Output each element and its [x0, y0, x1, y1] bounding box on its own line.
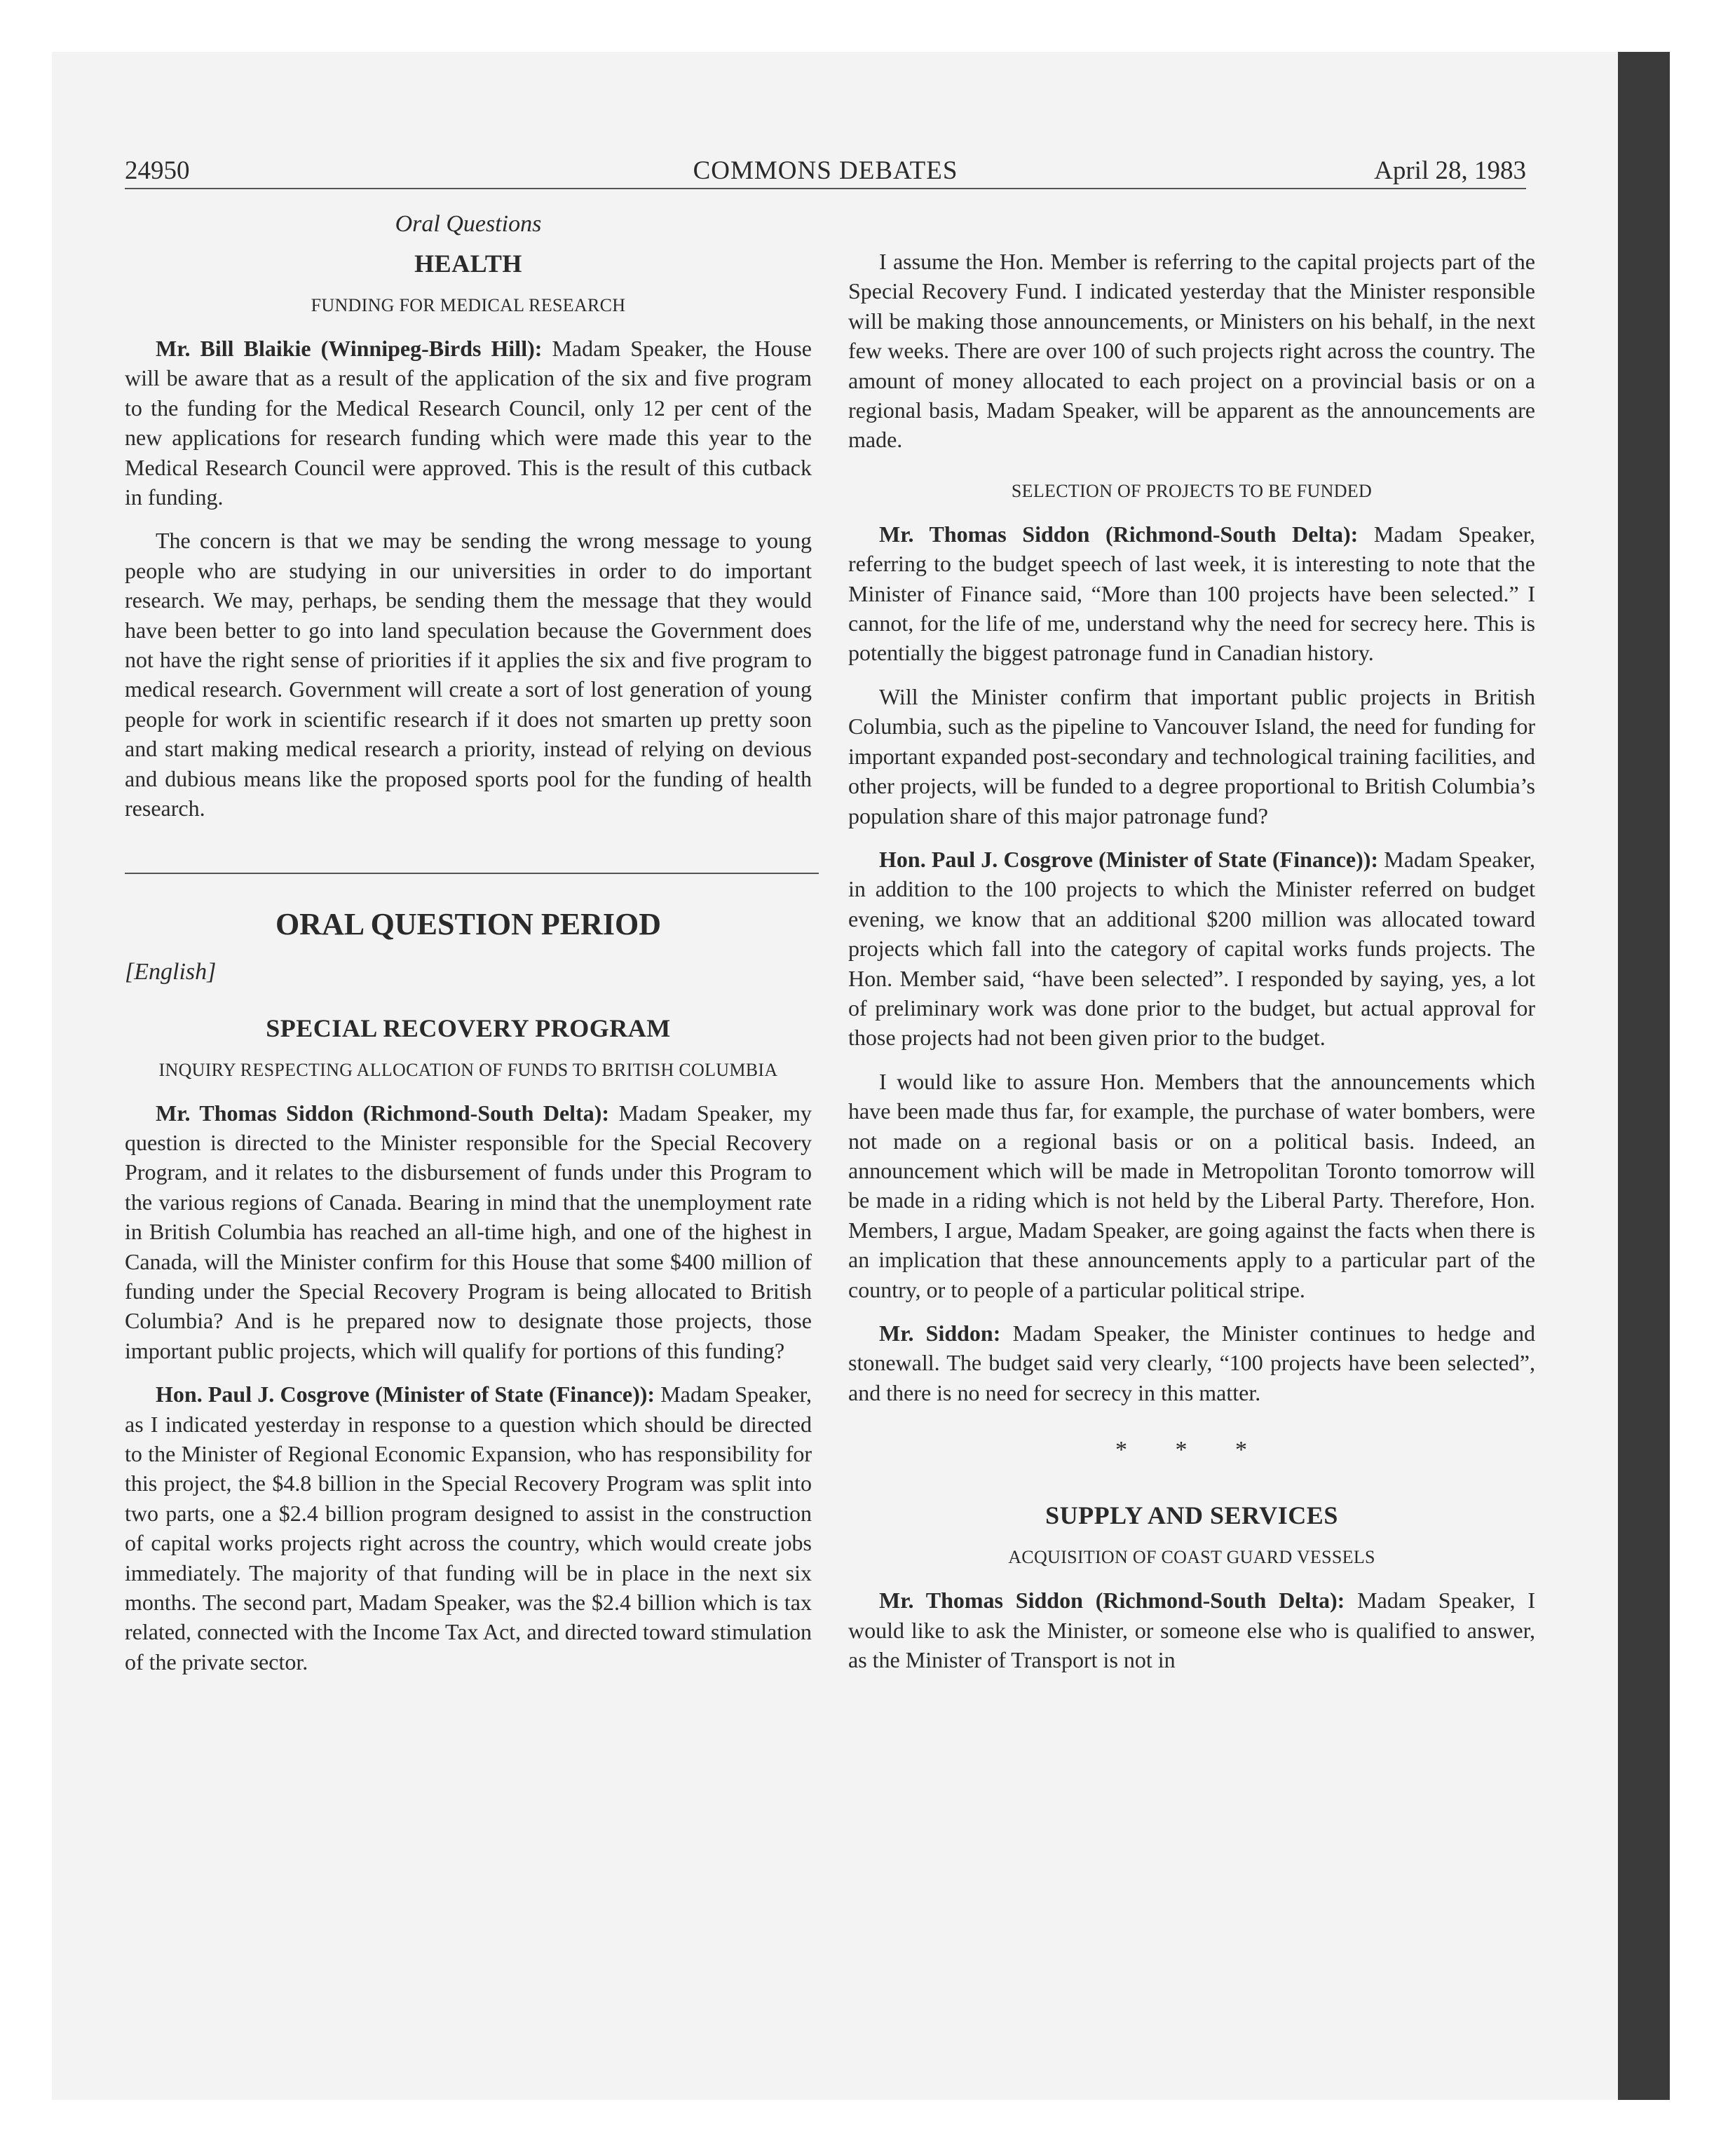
scan-edge-shadow	[1618, 52, 1670, 2100]
health-subheading: FUNDING FOR MEDICAL RESEARCH	[311, 295, 626, 315]
speaker-siddon: Mr. Thomas Siddon (Richmond-South Delta):	[879, 1588, 1345, 1613]
siddon-paragraph-1	[125, 1098, 812, 1366]
speaker-siddon: Mr. Thomas Siddon (Richmond-South Delta):	[156, 1100, 610, 1126]
cosgrove-paragraph-4: I would like to assure Hon. Members that the announcements which have been made thus far, for example, the purchase of water bombers, were not made on a regional basis or on a political basis. Indeed, an announcement which will be made in Metropolitan Toronto tomorrow will be made in a riding which is not held by the Liberal Party. Therefore, Hon. Members, I argue, Madam Speaker, are going against the facts when there is an implication that these announcements apply to a particular part of the country, or to people of a particular political stripe.	[848, 1068, 1535, 1302]
supply-subheading: ACQUISITION OF COAST GUARD VESSELS	[1008, 1547, 1375, 1568]
cosgrove-text-3: Madam Speaker, in addition to the 100 projects to which the Minister referred on budget evening, we know that an additional $200 million was allocated toward projects which fall into the category of capital works funds projects. The Hon. Member said, “have been selected”. I responded by saying, yes, a lot of preliminary work was done prior to the budget, but actual approval for those projects had not been given prior to the budget.	[848, 846, 1536, 1051]
cosgrove-paragraph-3	[848, 845, 1535, 1053]
siddon-text-5: Madam Speaker, I would like to ask the Minister, or someone else who is qualified to answer, as the Minister of Transport is not in	[848, 1588, 1536, 1673]
blaikie-text-1: Madam Speaker, the House will be aware that as a result of the application of the six and five program to the funding for the Medical Research Council, only 12 per cent of the new applications for research funding which were made this year to the Medical Research Council were approved. This is the result of this cutback in funding.	[125, 336, 812, 510]
selection-subheading: SELECTION OF PROJECTS TO BE FUNDED	[1011, 480, 1373, 501]
section-label: Oral Questions	[395, 211, 542, 237]
siddon-paragraph-4	[848, 1318, 1535, 1407]
siddon-paragraph-5	[848, 1585, 1535, 1674]
language-tag: [English]	[125, 958, 217, 985]
special-recovery-heading: SPECIAL RECOVERY PROGRAM	[266, 1014, 671, 1042]
speaker-blaikie: Mr. Bill Blaikie (Winnipeg-Birds Hill):	[156, 336, 543, 361]
section-divider	[125, 873, 819, 874]
speaker-cosgrove: Hon. Paul J. Cosgrove (Minister of State (Finance)):	[879, 846, 1379, 872]
section-separator: * * *	[1115, 1437, 1268, 1464]
oral-question-period-heading: ORAL QUESTION PERIOD	[275, 906, 662, 941]
page-number: 24950	[125, 156, 190, 185]
supply-heading: SUPPLY AND SERVICES	[1045, 1501, 1338, 1530]
running-header	[125, 154, 1526, 189]
cosgrove-paragraph-1	[125, 1379, 812, 1677]
siddon-paragraph-3: Will the Minister confirm that important public projects in British Columbia, such as the pipeline to Vancouver Island, the need for funding for important expanded post-secondary and technological training facilities, and other projects, will be funded to a degree proportional to British Columbia’s population share of this major patronage fund?	[848, 683, 1535, 828]
blaikie-paragraph-2: The concern is that we may be sending the wrong message to young people who are studying in our universities in order to do important research. We may, perhaps, be sending them the message that they would have been better to go into land speculation because the Government does not have the right sense of priorities if it applies the six and five program to medical research. Government will create a sort of lost generation of young people for work in scientific research if it does not smarten up pretty soon and start making medical research a priority, instead of relying on devious and dubious means like the proposed sports pool for the funding of health research.	[125, 528, 812, 821]
special-recovery-subheading: INQUIRY RESPECTING ALLOCATION OF FUNDS TO BRITISH COLUMBIA	[158, 1059, 778, 1080]
publication-title: COMMONS DEBATES	[693, 156, 958, 185]
cosgrove-text-1: Madam Speaker, as I indicated yesterday in response to a question which should be directed to the Minister of Regional Economic Expansion, who has responsibility for this project, the $4.8 billion in the Special Recovery Program was split into two parts, one a $2.4 billion program designed to assist in the construction of capital works projects right across the country, which would create jobs immediately. The majority of that funding will be in place in the next six months. The second part, Madam Speaker, was the $2.4 billion which is tax related, connected with the Income Tax Act, and directed toward stimulation of the private sector.	[125, 1381, 812, 1674]
cosgrove-paragraph-2: I assume the Hon. Member is referring to the capital projects part of the Special Recovery Fund. I indicated yesterday that the Minister responsible will be making those announcements, or Ministers on his behalf, in the next few weeks. There are over 100 of such projects right across the country. The amount of money allocated to each project on a provincial basis or on a regional basis, Madam Speaker, will be apparent as the announcements are made.	[848, 249, 1535, 453]
speaker-siddon-short: Mr. Siddon:	[879, 1321, 1001, 1346]
speaker-cosgrove: Hon. Paul J. Cosgrove (Minister of State (Finance)):	[156, 1381, 655, 1407]
blaikie-paragraph-1	[125, 334, 812, 512]
siddon-text-1: Madam Speaker, my question is directed to the Minister responsible for the Special Recovery Program, and it relates to the disbursement of funds under this Program to the various regions of Canada. Bearing in mind that the unemployment rate in British Columbia has reached an all-time high, and one of the highest in Canada, will the Minister confirm for this House that some $400 million of funding under the Special Recovery Program is being allocated to British Columbia? And is he prepared now to designate those projects, those important public projects, which will qualify for portions of this funding?	[125, 1100, 812, 1363]
publication-date: April 28, 1983	[1374, 156, 1526, 185]
health-heading: HEALTH	[414, 250, 522, 278]
left-column	[125, 207, 812, 1677]
speaker-siddon: Mr. Thomas Siddon (Richmond-South Delta):	[879, 521, 1359, 547]
right-column	[848, 247, 1535, 1674]
siddon-paragraph-2	[848, 519, 1535, 668]
siddon-text-2: Madam Speaker, referring to the budget speech of last week, it is interesting to note that the Minister of Finance said, “More than 100 projects have been selected.” I cannot, for the life of me, understand why the need for secrecy here. This is potentially the biggest patronage fund in Canadian history.	[848, 521, 1535, 666]
siddon-text-4: Madam Speaker, the Minister continues to hedge and stonewall. The budget said very clearly, “100 projects have been selected”, and there is no need for secrecy in this matter.	[848, 1321, 1536, 1405]
